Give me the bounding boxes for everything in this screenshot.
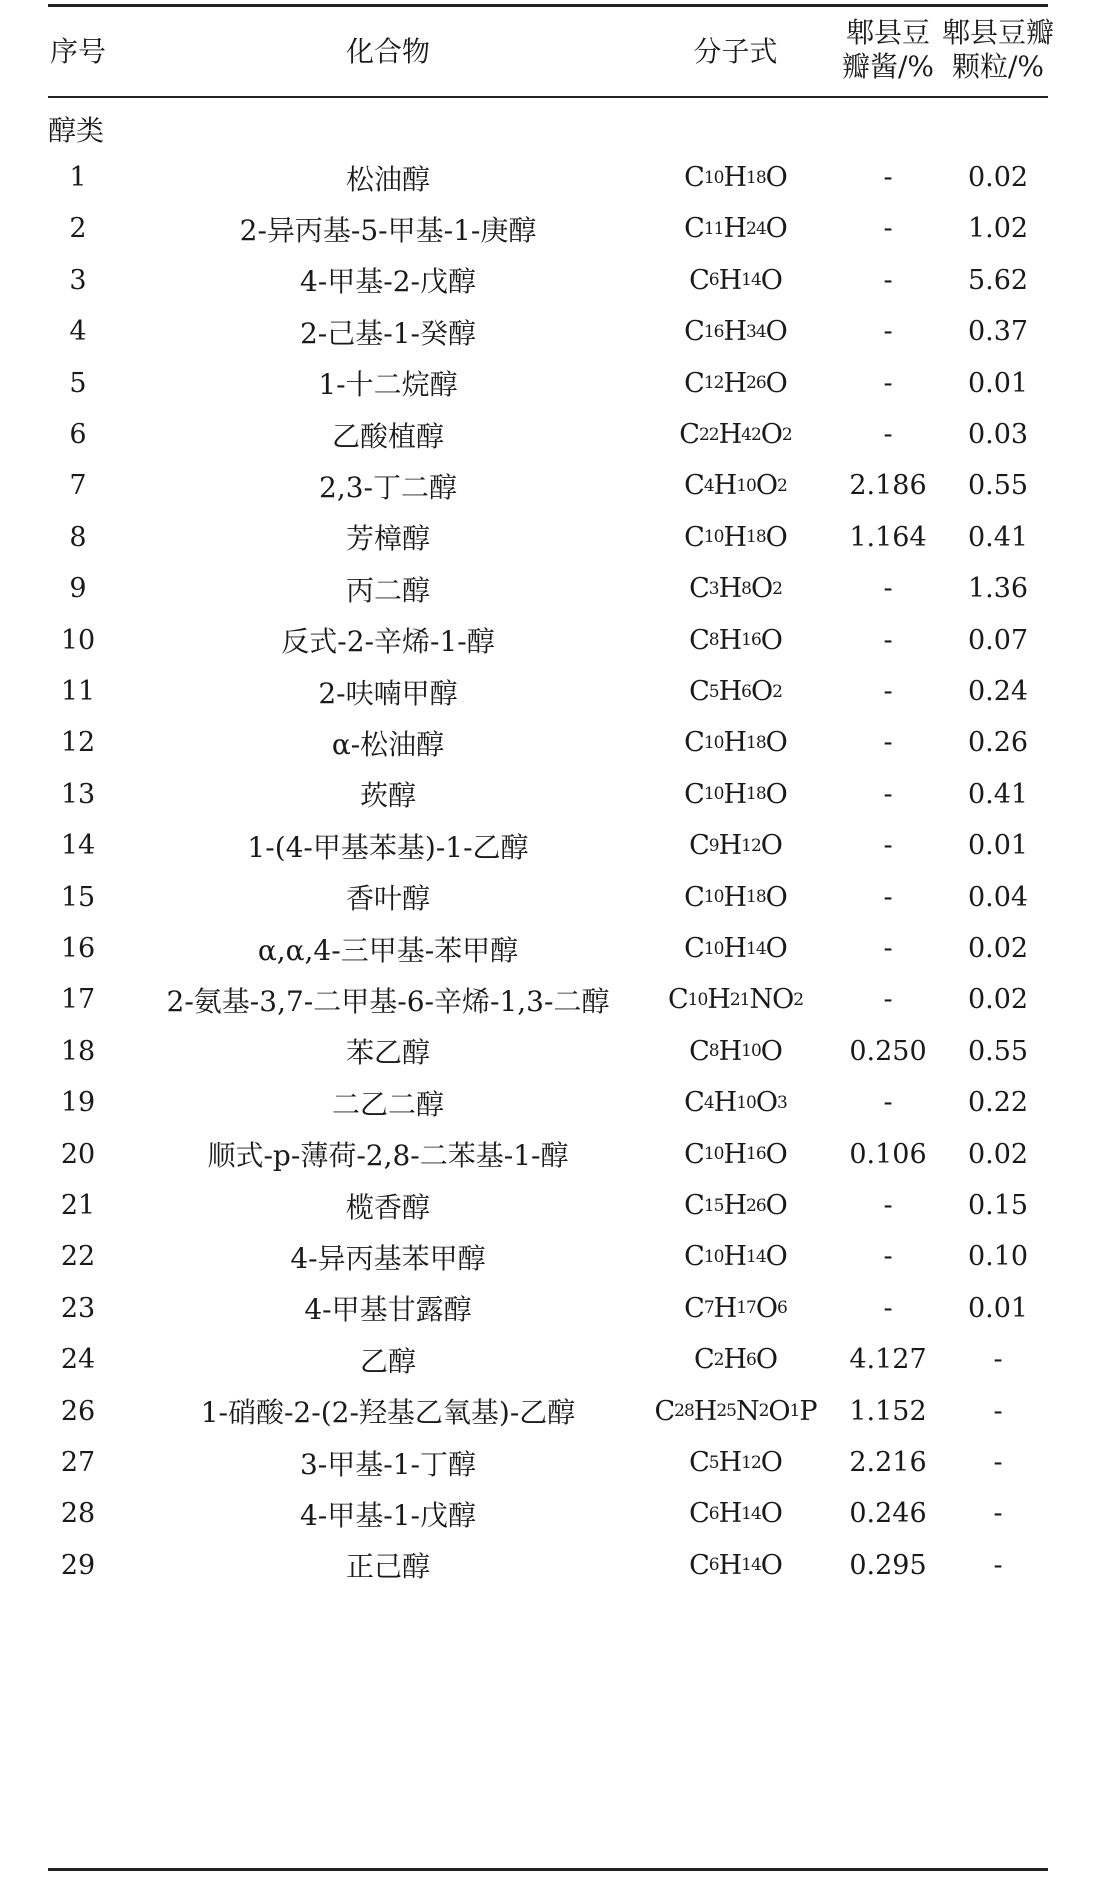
row-granule-value: 5.62 [967, 264, 1029, 296]
row-formula: C 10 H 14 O [684, 1241, 787, 1273]
row-granule-value: 0.03 [967, 419, 1029, 450]
row-sauce-value: 0.250 [849, 1035, 927, 1067]
row-granule-value: 0.02 [967, 162, 1029, 193]
row-sauce-value: - [883, 676, 893, 707]
row-granule-value: 0.15 [967, 1190, 1029, 1221]
row-granule-value: 0.01 [967, 830, 1029, 862]
row-formula: C 2 H 6 O [693, 1344, 777, 1376]
row-compound: 4-甲基-1-戊醇 [299, 1498, 476, 1532]
row-formula: C 4 H 10 O 2 [684, 470, 787, 502]
row-formula: C 8 H 10 O [689, 1035, 782, 1067]
header-sauce [838, 4, 938, 96]
row-formula: C 5 H 12 O [689, 1447, 782, 1478]
row-formula: C 10 H 18 O [684, 162, 787, 193]
row-granule-value: 0.04 [967, 881, 1029, 913]
table-bottom-rule [48, 1868, 1048, 1871]
row-granule-value: 0.10 [967, 1241, 1029, 1273]
table-header [48, 4, 1055, 96]
row-no: 7 [69, 470, 87, 502]
row-formula: C 10 H 18 O [684, 881, 787, 913]
row-sauce-value: - [883, 1241, 893, 1273]
row-compound: 二乙二醇 [331, 1087, 444, 1121]
row-no: 23 [60, 1292, 96, 1324]
row-granule-value: - [993, 1549, 1003, 1581]
row-sauce-value: - [883, 316, 893, 348]
table-row [48, 1535, 1048, 1596]
row-formula: C 4 H 10 O 3 [684, 1087, 787, 1119]
row-formula: C 10 H 18 O [684, 727, 787, 759]
row-formula: C 8 H 16 O [689, 624, 782, 656]
row-formula: C 6 H 14 O [689, 264, 782, 296]
header-formula: 分子式 [693, 35, 778, 68]
row-granule-value: 0.22 [967, 1087, 1029, 1119]
row-granule-value: 0.01 [967, 1292, 1029, 1324]
row-granule-value: 0.41 [967, 778, 1029, 810]
row-no: 6 [69, 419, 87, 450]
row-sauce-value: 2.186 [849, 470, 927, 502]
row-formula: C 10 H 21 NO 2 [667, 984, 804, 1016]
row-compound: 2,3-丁二醇 [319, 470, 457, 504]
header-granule [942, 4, 1055, 96]
row-sauce-value: 1.164 [849, 521, 927, 553]
row-sauce-value: - [883, 213, 893, 245]
row-compound: 苯乙醇 [345, 1036, 430, 1070]
row-compound: 正己醇 [345, 1550, 430, 1584]
row-sauce-value: - [883, 264, 893, 296]
header-granule-line1: 郫县豆瓣 [942, 16, 1055, 49]
row-sauce-value: - [883, 573, 893, 605]
row-formula: C 16 H 34 O [684, 316, 787, 348]
row-granule-value: 0.37 [967, 316, 1029, 348]
row-formula: C 10 H 18 O [684, 778, 787, 810]
row-granule-value: 0.24 [967, 676, 1029, 707]
row-no: 26 [60, 1395, 96, 1427]
row-no: 20 [60, 1138, 96, 1170]
row-compound: 榄香醇 [345, 1190, 430, 1224]
row-no: 5 [69, 367, 87, 399]
row-granule-value: - [993, 1447, 1003, 1478]
row-sauce-value: - [883, 881, 893, 913]
row-compound: 4-甲基-2-戊醇 [299, 265, 476, 299]
row-formula: C 28 H 25 N 2 O 1 P [654, 1395, 817, 1427]
row-compound: 1-十二烷醇 [318, 368, 458, 402]
row-compound: 4-异丙基苯甲醇 [290, 1241, 486, 1275]
row-no: 15 [60, 881, 96, 913]
category-label: 醇类 [48, 114, 105, 147]
row-compound: 1-(4-甲基苯基)-1-乙醇 [247, 830, 529, 864]
row-no: 14 [60, 830, 96, 862]
row-no: 29 [60, 1549, 96, 1581]
row-formula: C 6 H 14 O [689, 1549, 782, 1581]
header-granule-line2: 颗粒/% [951, 50, 1045, 83]
row-granule-value: 1.36 [967, 573, 1029, 605]
row-sauce-value: - [883, 419, 893, 450]
row-sauce-value: - [883, 162, 893, 193]
row-compound: 2-氨基-3,7-二甲基-6-辛烯-1,3-二醇 [166, 984, 610, 1018]
row-formula: C 10 H 18 O [684, 521, 787, 553]
row-granule-value: 0.02 [967, 933, 1029, 964]
row-compound: α,α,4-三甲基-苯甲醇 [257, 933, 519, 967]
row-formula: C 11 H 24 O [684, 213, 787, 245]
row-sauce-value: 2.216 [849, 1447, 927, 1478]
row-compound: 2-己基-1-癸醇 [299, 316, 476, 350]
row-compound: 丙二醇 [345, 573, 430, 607]
row-sauce-value: - [883, 367, 893, 399]
row-formula: C 5 H 6 O 2 [689, 676, 782, 707]
header-compound: 化合物 [345, 35, 430, 68]
row-compound: 顺式-p-薄荷-2,8-二苯基-1-醇 [207, 1139, 569, 1173]
row-granule-value: - [993, 1395, 1003, 1427]
row-sauce-value: - [883, 624, 893, 656]
row-granule-value: 0.02 [967, 1138, 1029, 1170]
row-compound: 乙醇 [359, 1344, 416, 1378]
row-granule-value: - [993, 1498, 1003, 1530]
row-compound: 芳樟醇 [345, 522, 430, 556]
row-sauce-value: - [883, 984, 893, 1016]
row-granule-value: 0.01 [967, 367, 1029, 399]
row-granule-value: 0.07 [967, 624, 1029, 656]
row-formula: C 7 H 17 O 6 [684, 1292, 787, 1324]
row-sauce-value: 0.295 [849, 1549, 927, 1581]
row-no: 13 [60, 778, 96, 810]
row-no: 28 [60, 1498, 96, 1530]
row-no: 1 [69, 162, 87, 193]
row-formula: C 6 H 14 O [689, 1498, 782, 1530]
row-compound: 1-硝酸-2-(2-羟基乙氧基)-乙醇 [200, 1396, 576, 1430]
row-compound: α-松油醇 [331, 727, 445, 761]
row-compound: 松油醇 [345, 162, 430, 196]
row-compound: 3-甲基-1-丁醇 [299, 1447, 476, 1481]
row-sauce-value: - [883, 778, 893, 810]
row-sauce-value: - [883, 1087, 893, 1119]
row-sauce-value: - [883, 933, 893, 964]
header-sauce-line1: 郫县豆 [845, 16, 930, 49]
row-granule-value: 0.26 [967, 727, 1029, 759]
row-no: 18 [60, 1035, 96, 1067]
row-formula: C 3 H 8 O 2 [689, 573, 782, 605]
row-granule-value: 0.02 [967, 984, 1029, 1016]
header-sauce-line2: 瓣酱/% [841, 50, 935, 83]
row-no: 11 [60, 676, 96, 707]
row-no: 10 [60, 624, 96, 656]
row-compound: 反式-2-辛烯-1-醇 [281, 625, 495, 659]
row-formula: C 15 H 26 O [684, 1190, 787, 1221]
row-sauce-value: - [883, 1292, 893, 1324]
row-formula: C 12 H 26 O [684, 367, 787, 399]
row-compound: 香叶醇 [345, 882, 430, 916]
row-compound: 2-异丙基-5-甲基-1-庚醇 [239, 213, 537, 247]
row-no: 24 [60, 1344, 96, 1376]
row-no: 19 [60, 1087, 96, 1119]
row-formula: C 22 H 42 O 2 [679, 419, 792, 450]
row-no: 16 [60, 933, 96, 964]
row-granule-value: 0.41 [967, 521, 1029, 553]
row-sauce-value: - [883, 727, 893, 759]
row-no: 3 [69, 264, 87, 296]
row-sauce-value: 0.106 [849, 1138, 927, 1170]
row-compound: 2-呋喃甲醇 [318, 676, 458, 710]
row-compound: 莰醇 [359, 779, 416, 813]
row-no: 12 [60, 727, 96, 759]
row-sauce-value: 1.152 [849, 1395, 927, 1427]
row-sauce-value: 0.246 [849, 1498, 927, 1530]
row-granule-value: 1.02 [967, 213, 1029, 245]
header-no: 序号 [49, 35, 106, 68]
row-granule-value: - [993, 1344, 1003, 1376]
row-compound: 乙酸植醇 [331, 419, 444, 453]
row-no: 9 [69, 573, 87, 605]
row-no: 22 [60, 1241, 96, 1273]
row-no: 4 [69, 316, 87, 348]
row-granule-value: 0.55 [967, 1035, 1029, 1067]
row-compound: 4-甲基甘露醇 [304, 1293, 472, 1327]
row-no: 17 [60, 984, 96, 1016]
row-sauce-value: 4.127 [849, 1344, 927, 1376]
row-no: 8 [69, 521, 87, 553]
row-formula: C 10 H 16 O [684, 1138, 787, 1170]
row-sauce-value: - [883, 1190, 893, 1221]
table-header-rule [48, 96, 1048, 98]
row-sauce-value: - [883, 830, 893, 862]
row-formula: C 9 H 12 O [689, 830, 782, 862]
row-granule-value: 0.55 [967, 470, 1029, 502]
row-no: 27 [60, 1447, 96, 1478]
row-no: 21 [60, 1190, 96, 1221]
row-formula: C 10 H 14 O [684, 933, 787, 964]
row-no: 2 [69, 213, 87, 245]
